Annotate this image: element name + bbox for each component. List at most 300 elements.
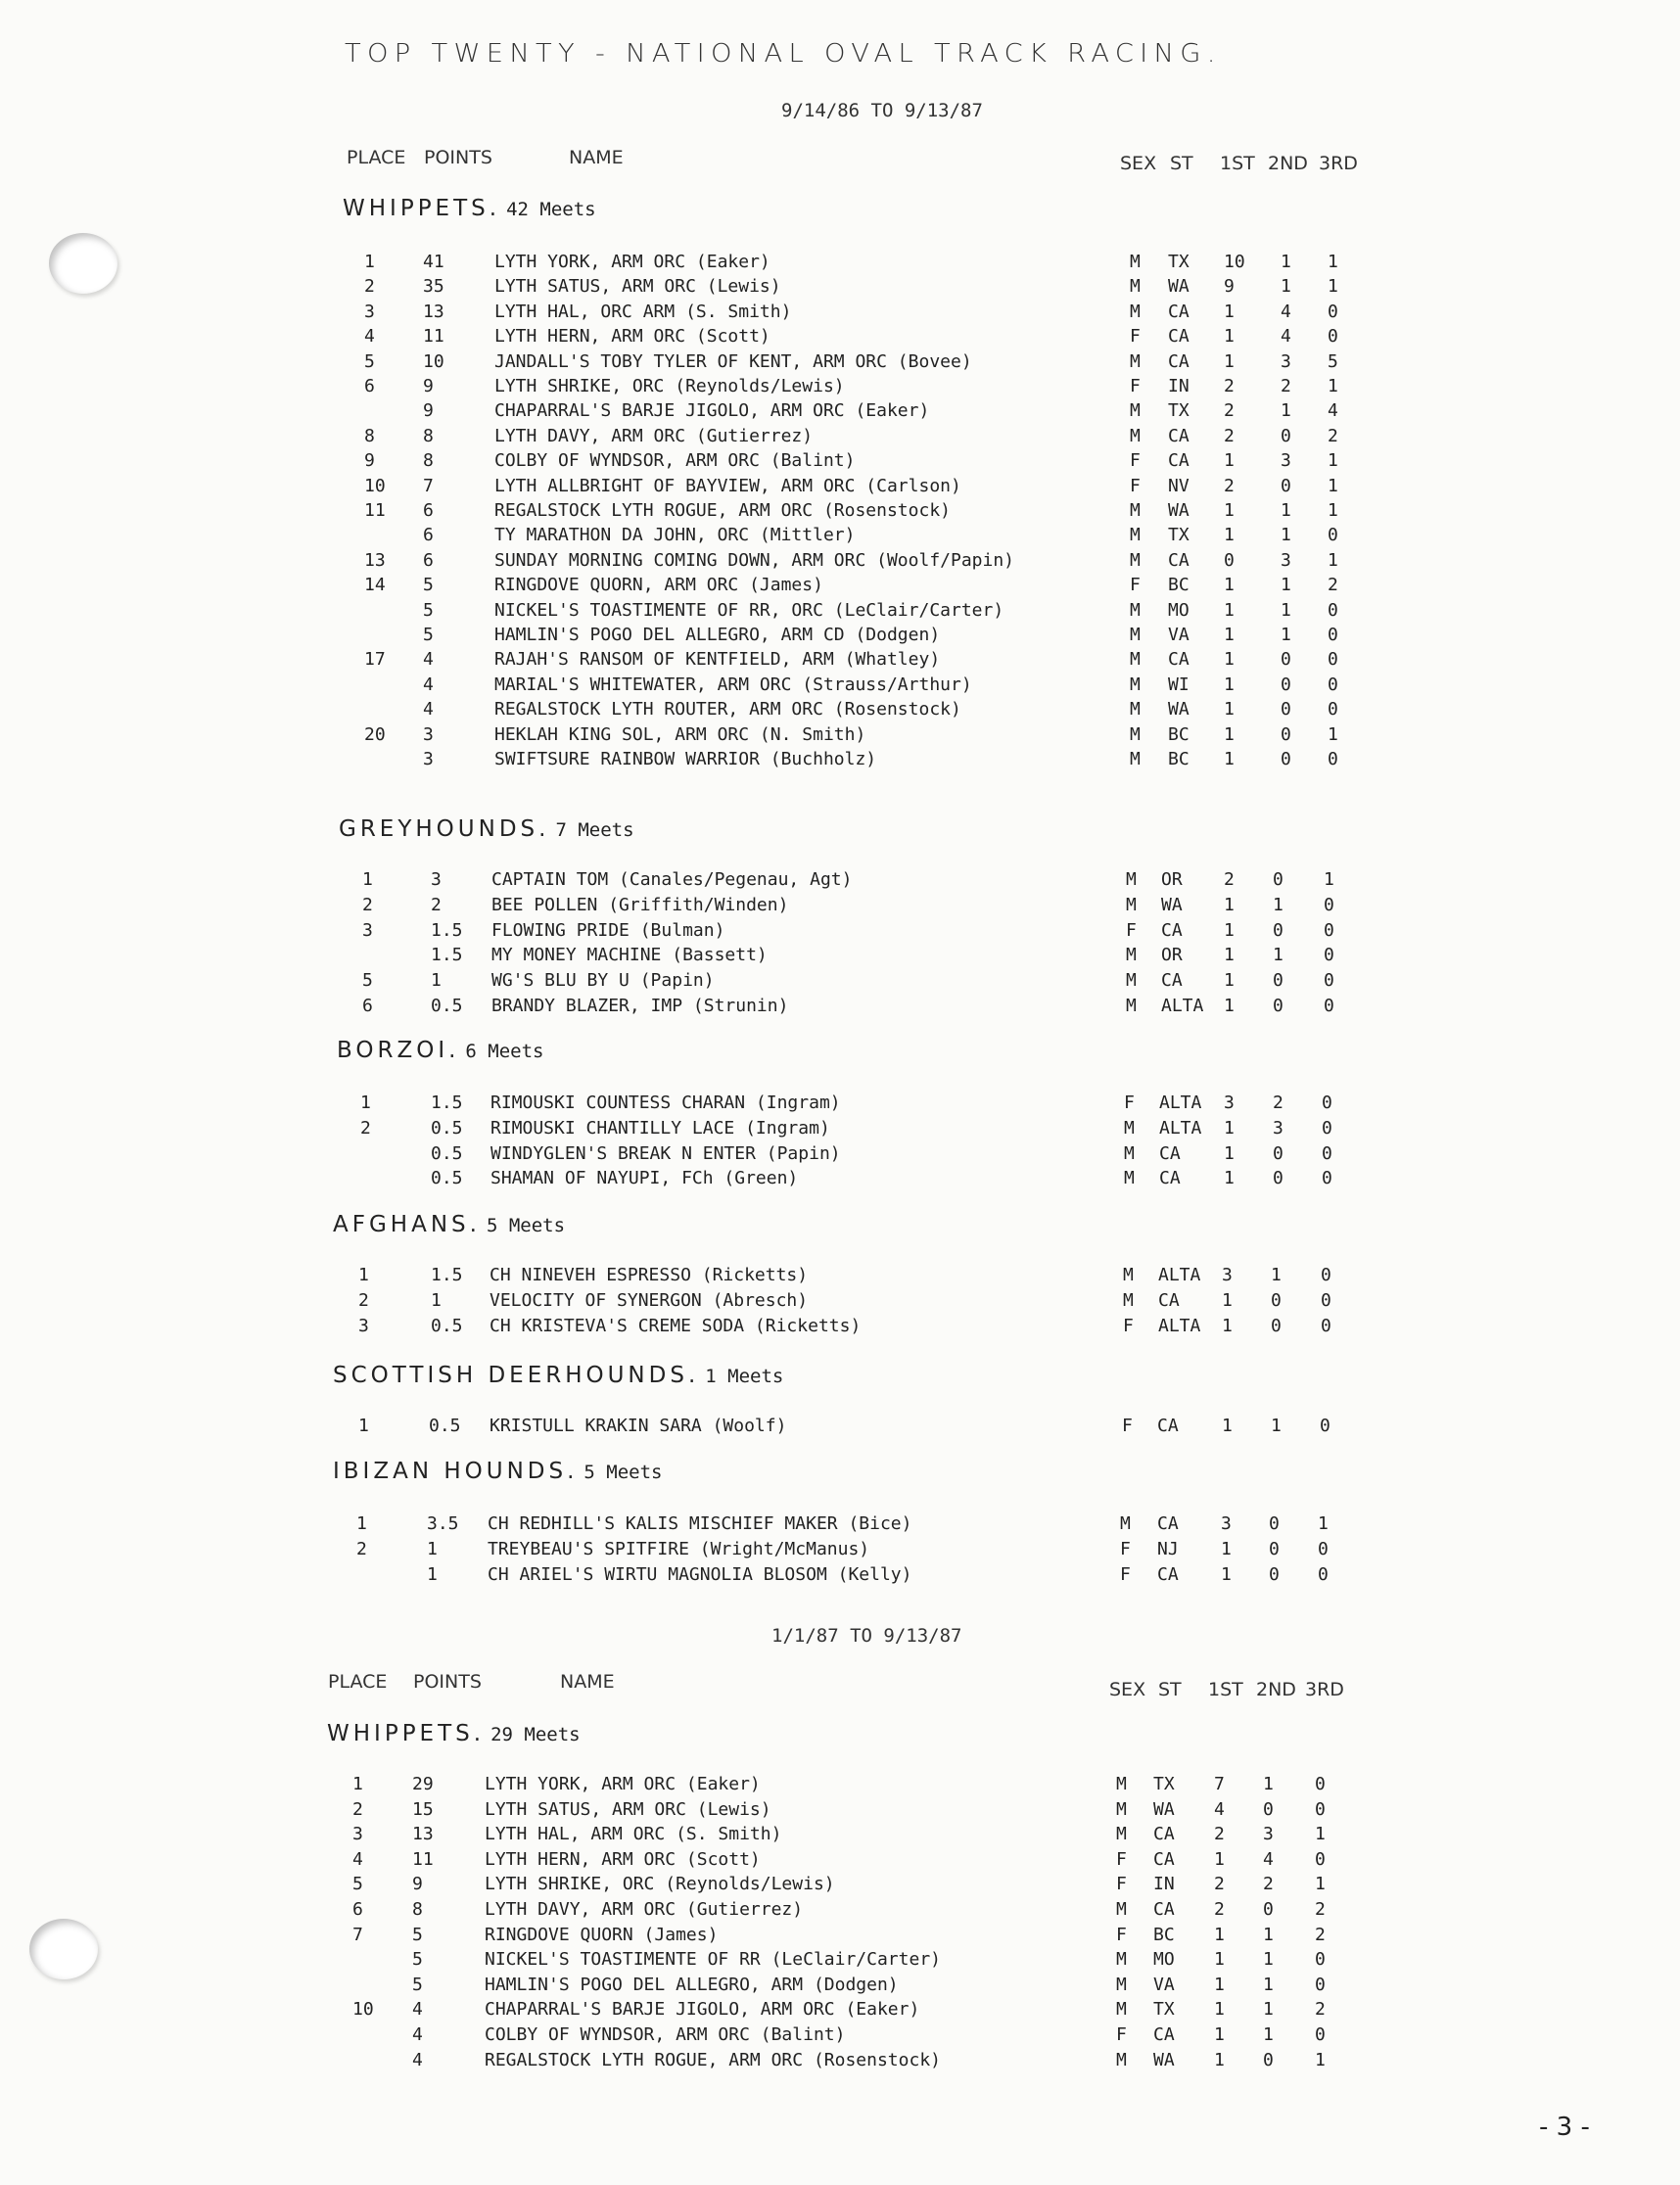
cell-second: 0 [1281,699,1291,721]
cell-sex: F [1130,475,1141,496]
cell-first: 1 [1214,2024,1225,2045]
cell-sex: M [1130,749,1141,769]
cell-state: CA [1153,1899,1175,1920]
col-header-st: ST [1158,1679,1182,1700]
cell-place: 2 [356,1538,367,1559]
cell-second: 0 [1263,1899,1274,1920]
cell-second: 1 [1263,1924,1274,1945]
cell-sex: F [1123,1315,1134,1336]
meet-count: 29 Meets [490,1724,581,1745]
cell-points: 0.5 [431,996,463,1016]
cell-first: 3 [1224,1092,1235,1113]
cell-state: BC [1168,749,1190,769]
cell-first: 1 [1214,1924,1225,1945]
cell-third: 1 [1324,869,1334,890]
cell-second: 0 [1271,1315,1282,1336]
col-header-2nd: 2ND [1256,1679,1296,1700]
cell-third: 0 [1320,1416,1330,1436]
cell-name: HEKLAH KING SOL, ARM ORC (N. Smith) [494,723,866,745]
cell-name: VELOCITY OF SYNERGON (Abresch) [490,1289,809,1311]
cell-name: KRISTULL KRAKIN SARA (Woolf) [490,1416,787,1436]
cell-first: 1 [1224,500,1235,521]
cell-points: 9 [423,376,434,396]
cell-third: 0 [1324,919,1334,941]
cell-sex: M [1126,970,1137,992]
cell-points: 6 [423,525,434,546]
meet-count: 7 Meets [555,819,634,841]
cell-points: 5 [423,575,434,596]
cell-second: 0 [1273,869,1283,890]
cell-points: 9 [412,1874,423,1895]
meet-count: 5 Meets [486,1215,566,1236]
cell-place: 4 [364,326,375,348]
table-row [0,1092,1680,1118]
cell-third: 0 [1315,1949,1326,1971]
cell-second: 1 [1281,575,1291,596]
col-header-1st: 1ST [1220,153,1255,174]
cell-state: CA [1168,649,1190,671]
section-heading-greyhounds [339,816,634,842]
cell-state: WI [1168,674,1190,695]
cell-points: 5 [412,1949,423,1971]
table-row [0,1539,1680,1564]
cell-third: 0 [1328,749,1338,769]
cell-sex: M [1130,350,1141,372]
cell-name: WINDYGLEN'S BREAK N ENTER (Papin) [490,1142,841,1164]
table-row [0,400,1680,426]
cell-name: FLOWING PRIDE (Bulman) [491,919,725,941]
cell-name: LYTH DAVY, ARM ORC (Gutierrez) [485,1899,804,1920]
cell-name: RINGDOVE QUORN (James) [485,1924,719,1945]
cell-sex: M [1130,252,1141,272]
table-row [0,500,1680,526]
cell-sex: M [1124,1168,1135,1189]
cell-name: CAPTAIN TOM (Canales/Pegenau, Agt) [491,869,853,890]
cell-sex: M [1130,525,1141,546]
cell-second: 1 [1263,1974,1274,1995]
cell-first: 1 [1214,1949,1225,1971]
cell-second: 0 [1281,749,1291,769]
meet-count: 42 Meets [506,199,596,220]
cell-points: 8 [423,450,434,472]
cell-sex: M [1130,723,1141,745]
table-row [0,1774,1680,1799]
cell-first: 1 [1214,1848,1225,1870]
cell-second: 0 [1273,1168,1283,1189]
cell-name: CHAPARRAL'S BARJE JIGOLO, ARM ORC (Eaker) [485,1999,920,2021]
cell-third: 1 [1328,475,1338,496]
breed-name: IBIZAN HOUNDS. [333,1459,579,1484]
cell-second: 1 [1281,599,1291,621]
cell-points: 6 [423,500,434,521]
cell-third: 2 [1328,575,1338,596]
col-header-1st: 1ST [1208,1679,1243,1700]
table-row [0,450,1680,476]
cell-place: 13 [364,549,386,571]
table-row [0,1874,1680,1899]
cell-points: 1.5 [431,945,463,966]
cell-points: 8 [423,425,434,446]
table-row [0,1975,1680,2000]
cell-points: 1.5 [431,919,463,941]
cell-third: 0 [1324,945,1334,966]
cell-second: 0 [1281,674,1291,695]
cell-name: SHAMAN OF NAYUPI, FCh (Green) [490,1168,799,1189]
cell-place: 1 [364,252,375,272]
cell-third: 0 [1328,674,1338,695]
cell-second: 0 [1281,649,1291,671]
cell-sex: F [1116,1874,1127,1895]
cell-sex: M [1116,1798,1127,1820]
cell-first: 1 [1224,674,1235,695]
cell-first: 2 [1224,376,1235,396]
cell-third: 1 [1328,500,1338,521]
cell-second: 2 [1281,376,1291,396]
cell-sex: M [1123,1289,1134,1311]
table-row [0,1143,1680,1169]
cell-sex: M [1130,699,1141,721]
cell-third: 0 [1328,699,1338,721]
cell-first: 1 [1224,945,1235,966]
section-heading-ibizan-hounds [333,1459,663,1484]
cell-second: 1 [1281,400,1291,422]
cell-third: 1 [1315,1824,1326,1845]
cell-first: 1 [1221,1563,1232,1585]
cell-third: 0 [1315,1974,1326,1995]
section-heading-scottish-deerhounds [333,1363,783,1388]
cell-state: OR [1161,945,1183,966]
breed-name: WHIPPETS. [327,1721,486,1746]
cell-points: 0.5 [431,1168,463,1189]
cell-sex: M [1130,425,1141,446]
cell-second: 0 [1269,1513,1280,1534]
cell-place: 14 [364,575,386,596]
cell-second: 0 [1263,1798,1274,1820]
cell-sex: M [1116,1999,1127,2021]
table-row [0,1949,1680,1975]
cell-sex: M [1124,1117,1135,1139]
cell-third: 0 [1322,1142,1332,1164]
cell-first: 1 [1222,1289,1233,1311]
cell-place: 3 [362,919,373,941]
cell-third: 0 [1328,625,1338,645]
table-row [0,724,1680,750]
cell-name: LYTH SATUS, ARM ORC (Lewis) [494,276,781,298]
cell-third: 0 [1324,970,1334,992]
cell-name: LYTH ALLBRIGHT OF BAYVIEW, ARM ORC (Carlson) [494,475,961,496]
cell-second: 0 [1269,1563,1280,1585]
cell-first: 1 [1224,919,1235,941]
breed-name: BORZOI. [337,1038,460,1063]
cell-state: TX [1153,1999,1175,2021]
cell-points: 1 [427,1538,438,1559]
cell-second: 0 [1273,1142,1283,1164]
cell-second: 1 [1263,2024,1274,2045]
cell-third: 1 [1328,376,1338,396]
cell-place: 2 [358,1289,369,1311]
col-header-points: POINTS [424,147,492,168]
cell-third: 0 [1328,301,1338,322]
cell-place: 1 [362,869,373,890]
meet-count: 5 Meets [583,1462,663,1483]
cell-state: CA [1161,919,1183,941]
cell-state: CA [1153,1848,1175,1870]
cell-first: 1 [1224,996,1235,1016]
cell-state: CA [1153,2024,1175,2045]
col-header-sex: SEX [1109,1679,1146,1700]
cell-first: 1 [1222,1315,1233,1336]
cell-second: 0 [1273,919,1283,941]
cell-state: CA [1158,1289,1180,1311]
cell-place: 6 [362,996,373,1016]
cell-first: 3 [1221,1513,1232,1534]
cell-sex: F [1130,326,1141,348]
cell-place: 5 [352,1874,363,1895]
cell-place: 20 [364,723,386,745]
table-row [0,674,1680,700]
cell-first: 2 [1214,1824,1225,1845]
table-row [0,600,1680,626]
table-row [0,1168,1680,1193]
cell-first: 1 [1224,450,1235,472]
cell-points: 3 [423,723,434,745]
cell-second: 0 [1269,1538,1280,1559]
cell-points: 0.5 [431,1315,463,1336]
cell-name: NICKEL'S TOASTIMENTE OF RR, ORC (LeClair/Carter) [494,599,1004,621]
cell-third: 0 [1328,326,1338,348]
cell-place: 5 [362,970,373,992]
cell-state: MO [1153,1949,1175,1971]
cell-third: 2 [1328,425,1338,446]
cell-third: 0 [1324,996,1334,1016]
meet-count: 6 Meets [465,1041,544,1062]
cell-third: 0 [1321,1265,1331,1285]
table-row [0,302,1680,327]
cell-first: 1 [1222,1416,1233,1436]
cell-points: 0.5 [431,1117,463,1139]
cell-third: 1 [1318,1513,1329,1534]
cell-third: 0 [1315,2024,1326,2045]
cell-third: 0 [1328,599,1338,621]
col-header-2nd: 2ND [1268,153,1308,174]
cell-state: CA [1157,1563,1179,1585]
cell-second: 1 [1263,1774,1274,1794]
cell-first: 10 [1224,252,1245,272]
cell-name: CH KRISTEVA'S CREME SODA (Ricketts) [490,1315,862,1336]
cell-name: NICKEL'S TOASTIMENTE OF RR (LeClair/Carter) [485,1949,941,1971]
section-heading-whippets-ytd [327,1721,581,1746]
cell-name: RINGDOVE QUORN, ARM ORC (James) [494,575,823,596]
cell-second: 0 [1263,2049,1274,2070]
table-row [0,625,1680,650]
cell-third: 0 [1321,1289,1331,1311]
cell-points: 7 [423,475,434,496]
cell-third: 5 [1328,350,1338,372]
cell-first: 1 [1214,1974,1225,1995]
cell-sex: F [1130,450,1141,472]
table-row [0,895,1680,920]
cell-sex: F [1130,575,1141,596]
cell-name: REGALSTOCK LYTH ROUTER, ARM ORC (Rosenstock) [494,699,961,721]
cell-second: 4 [1263,1848,1274,1870]
table-row [0,550,1680,576]
page-title: TOP TWENTY - NATIONAL OVAL TRACK RACING. [345,39,1222,69]
cell-points: 1.5 [431,1265,463,1285]
cell-name: LYTH SHRIKE, ORC (Reynolds/Lewis) [494,376,845,396]
cell-first: 2 [1224,475,1235,496]
table-row [0,1513,1680,1539]
cell-place: 3 [352,1824,363,1845]
cell-place: 6 [364,376,375,396]
cell-name: LYTH DAVY, ARM ORC (Gutierrez) [494,425,814,446]
cell-name: LYTH HERN, ARM ORC (Scott) [494,326,770,348]
cell-state: CA [1157,1416,1179,1436]
cell-points: 35 [423,276,444,298]
cell-name: LYTH HAL, ARM ORC (S. Smith) [485,1824,782,1845]
table-row [0,525,1680,550]
cell-first: 1 [1224,625,1235,645]
meet-count: 1 Meets [705,1366,784,1387]
cell-sex: M [1130,400,1141,422]
table-row [0,649,1680,674]
table-row [0,1925,1680,1950]
cell-place: 8 [364,425,375,446]
cell-sex: M [1130,549,1141,571]
cell-first: 1 [1224,301,1235,322]
cell-first: 1 [1224,1117,1235,1139]
date-range-1: 9/14/86 TO 9/13/87 [781,100,983,121]
table-row [0,376,1680,401]
cell-first: 1 [1214,2049,1225,2070]
cell-state: NV [1168,475,1190,496]
cell-name: RIMOUSKI COUNTESS CHARAN (Ingram) [490,1092,841,1113]
cell-state: NJ [1157,1538,1179,1559]
table-row [0,1265,1680,1290]
cell-first: 1 [1224,723,1235,745]
col-header-name: NAME [560,1671,615,1693]
cell-name: BRANDY BLAZER, IMP (Strunin) [491,996,789,1016]
cell-points: 15 [412,1798,434,1820]
cell-third: 0 [1322,1168,1332,1189]
cell-first: 1 [1224,1142,1235,1164]
cell-points: 5 [423,625,434,645]
cell-sex: F [1130,376,1141,396]
cell-place: 10 [352,1999,374,2021]
table-row [0,2024,1680,2050]
cell-points: 11 [423,326,444,348]
cell-place: 7 [352,1924,363,1945]
cell-second: 3 [1281,450,1291,472]
cell-name: SWIFTSURE RAINBOW WARRIOR (Buchholz) [494,749,877,769]
cell-state: ALTA [1161,996,1204,1016]
table-row [0,1316,1680,1341]
cell-third: 2 [1315,1899,1326,1920]
cell-third: 0 [1318,1538,1329,1559]
cell-state: IN [1168,376,1190,396]
cell-second: 1 [1281,525,1291,546]
table-row [0,699,1680,724]
cell-first: 1 [1224,525,1235,546]
cell-place: 2 [362,894,373,915]
breed-name: GREYHOUNDS. [339,816,550,842]
cell-sex: M [1116,1974,1127,1995]
cell-name: COLBY OF WYNDSOR, ARM ORC (Balint) [494,450,856,472]
cell-state: ALTA [1159,1117,1202,1139]
cell-third: 1 [1315,2049,1326,2070]
cell-state: VA [1153,1974,1175,1995]
col-header-sex: SEX [1120,153,1157,174]
table-row [0,869,1680,895]
section-heading-borzoi [337,1038,544,1063]
cell-first: 2 [1214,1874,1225,1895]
table-row [0,2050,1680,2075]
cell-points: 4 [412,1999,423,2021]
cell-state: MO [1168,599,1190,621]
cell-first: 1 [1224,649,1235,671]
cell-state: CA [1159,1142,1181,1164]
table-row [0,1999,1680,2024]
cell-second: 0 [1281,723,1291,745]
cell-first: 1 [1224,894,1235,915]
cell-points: 4 [423,649,434,671]
cell-third: 4 [1328,400,1338,422]
cell-sex: M [1126,996,1137,1016]
cell-sex: M [1116,2049,1127,2070]
table-row [0,1290,1680,1316]
cell-name: MY MONEY MACHINE (Bassett) [491,945,768,966]
cell-place: 1 [360,1092,371,1113]
cell-first: 1 [1224,699,1235,721]
cell-points: 1 [427,1563,438,1585]
cell-points: 0.5 [429,1416,461,1436]
cell-points: 10 [423,350,444,372]
cell-second: 3 [1281,350,1291,372]
cell-third: 0 [1315,1774,1326,1794]
cell-name: WG'S BLU BY U (Papin) [491,970,715,992]
cell-second: 0 [1281,425,1291,446]
cell-points: 5 [423,599,434,621]
cell-points: 9 [423,400,434,422]
cell-points: 6 [423,549,434,571]
cell-second: 2 [1263,1874,1274,1895]
cell-place: 1 [358,1265,369,1285]
cell-state: TX [1168,400,1190,422]
cell-name: LYTH SATUS, ARM ORC (Lewis) [485,1798,771,1820]
cell-state: ALTA [1159,1092,1202,1113]
table-row [0,426,1680,451]
table-row [0,1899,1680,1925]
cell-state: TX [1153,1774,1175,1794]
cell-sex: F [1116,1924,1127,1945]
cell-name: HAMLIN'S POGO DEL ALLEGRO, ARM (Dodgen) [485,1974,899,1995]
cell-second: 1 [1273,945,1283,966]
cell-second: 0 [1281,475,1291,496]
cell-place: 1 [358,1416,369,1436]
cell-place: 2 [360,1117,371,1139]
cell-second: 1 [1271,1265,1282,1285]
cell-points: 4 [423,674,434,695]
table-row [0,1824,1680,1849]
cell-sex: F [1116,1848,1127,1870]
cell-points: 2 [431,894,442,915]
table-row [0,1416,1680,1441]
cell-state: WA [1161,894,1183,915]
date-range-2: 1/1/87 TO 9/13/87 [771,1625,962,1647]
cell-first: 1 [1224,350,1235,372]
cell-second: 1 [1281,625,1291,645]
cell-sex: M [1130,649,1141,671]
cell-second: 1 [1263,1999,1274,2021]
